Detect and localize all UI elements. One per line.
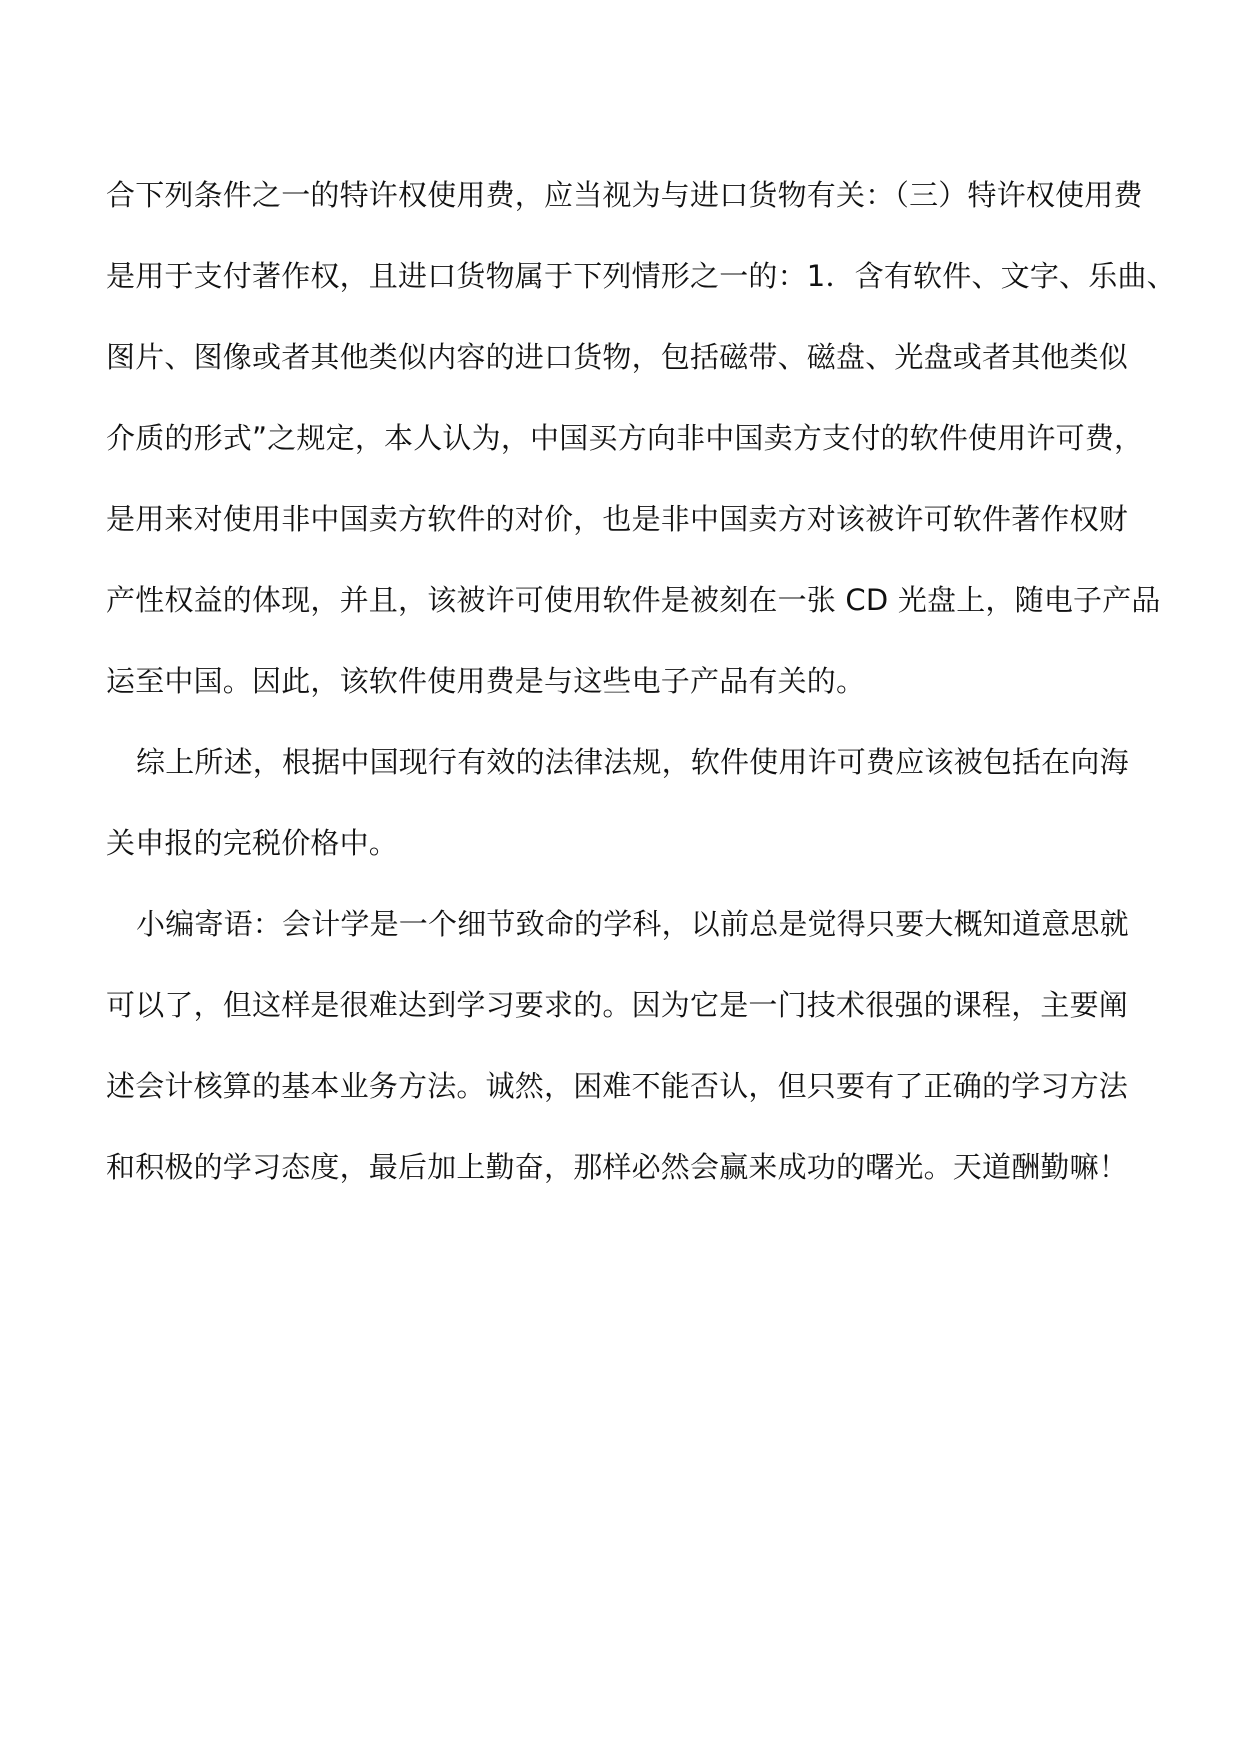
paragraph-2-line-2: 关申报的完税价格中。 bbox=[106, 826, 399, 860]
document-body bbox=[106, 155, 1176, 1208]
paragraph-1-line-7: 运至中国。因此，该软件使用费是与这些电子产品有关的。 bbox=[106, 664, 866, 698]
paragraph-3-line-4: 和积极的学习态度，最后加上勤奋，那样必然会赢来成功的曙光。天道酬勤嘛！ bbox=[106, 1150, 1129, 1184]
paragraph-3-line-2: 可以了，但这样是很难达到学习要求的。因为它是一门技术很强的课程，主要阐 bbox=[106, 988, 1129, 1022]
paragraph-1-line-3: 图片、图像或者其他类似内容的进口货物，包括磁带、磁盘、光盘或者其他类似 bbox=[106, 340, 1129, 374]
paragraph-1-line-6: 产性权益的体现，并且，该被许可使用软件是被刻在一张 CD 光盘上，随电子产品 bbox=[106, 583, 1161, 617]
paragraph-1-line-5: 是用来对使用非中国卖方软件的对价，也是非中国卖方对该被许可软件著作权财 bbox=[106, 502, 1129, 536]
paragraph-1-line-4: 介质的形式”之规定，本人认为，中国买方向非中国卖方支付的软件使用许可费， bbox=[106, 421, 1144, 455]
paragraph-2-line-1: 综上所述，根据中国现行有效的法律法规，软件使用许可费应该被包括在向海 bbox=[136, 745, 1129, 779]
paragraph-3-line-3: 述会计核算的基本业务方法。诚然，困难不能否认，但只要有了正确的学习方法 bbox=[106, 1069, 1129, 1103]
paragraph-3-line-1: 小编寄语：会计学是一个细节致命的学科，以前总是觉得只要大概知道意思就 bbox=[136, 907, 1129, 941]
paragraph-1-line-1: 合下列条件之一的特许权使用费，应当视为与进口货物有关：（三）特许权使用费 bbox=[106, 178, 1143, 212]
paragraph-1-line-2: 是用于支付著作权，且进口货物属于下列情形之一的：1．含有软件、文字、乐曲、 bbox=[106, 259, 1176, 293]
